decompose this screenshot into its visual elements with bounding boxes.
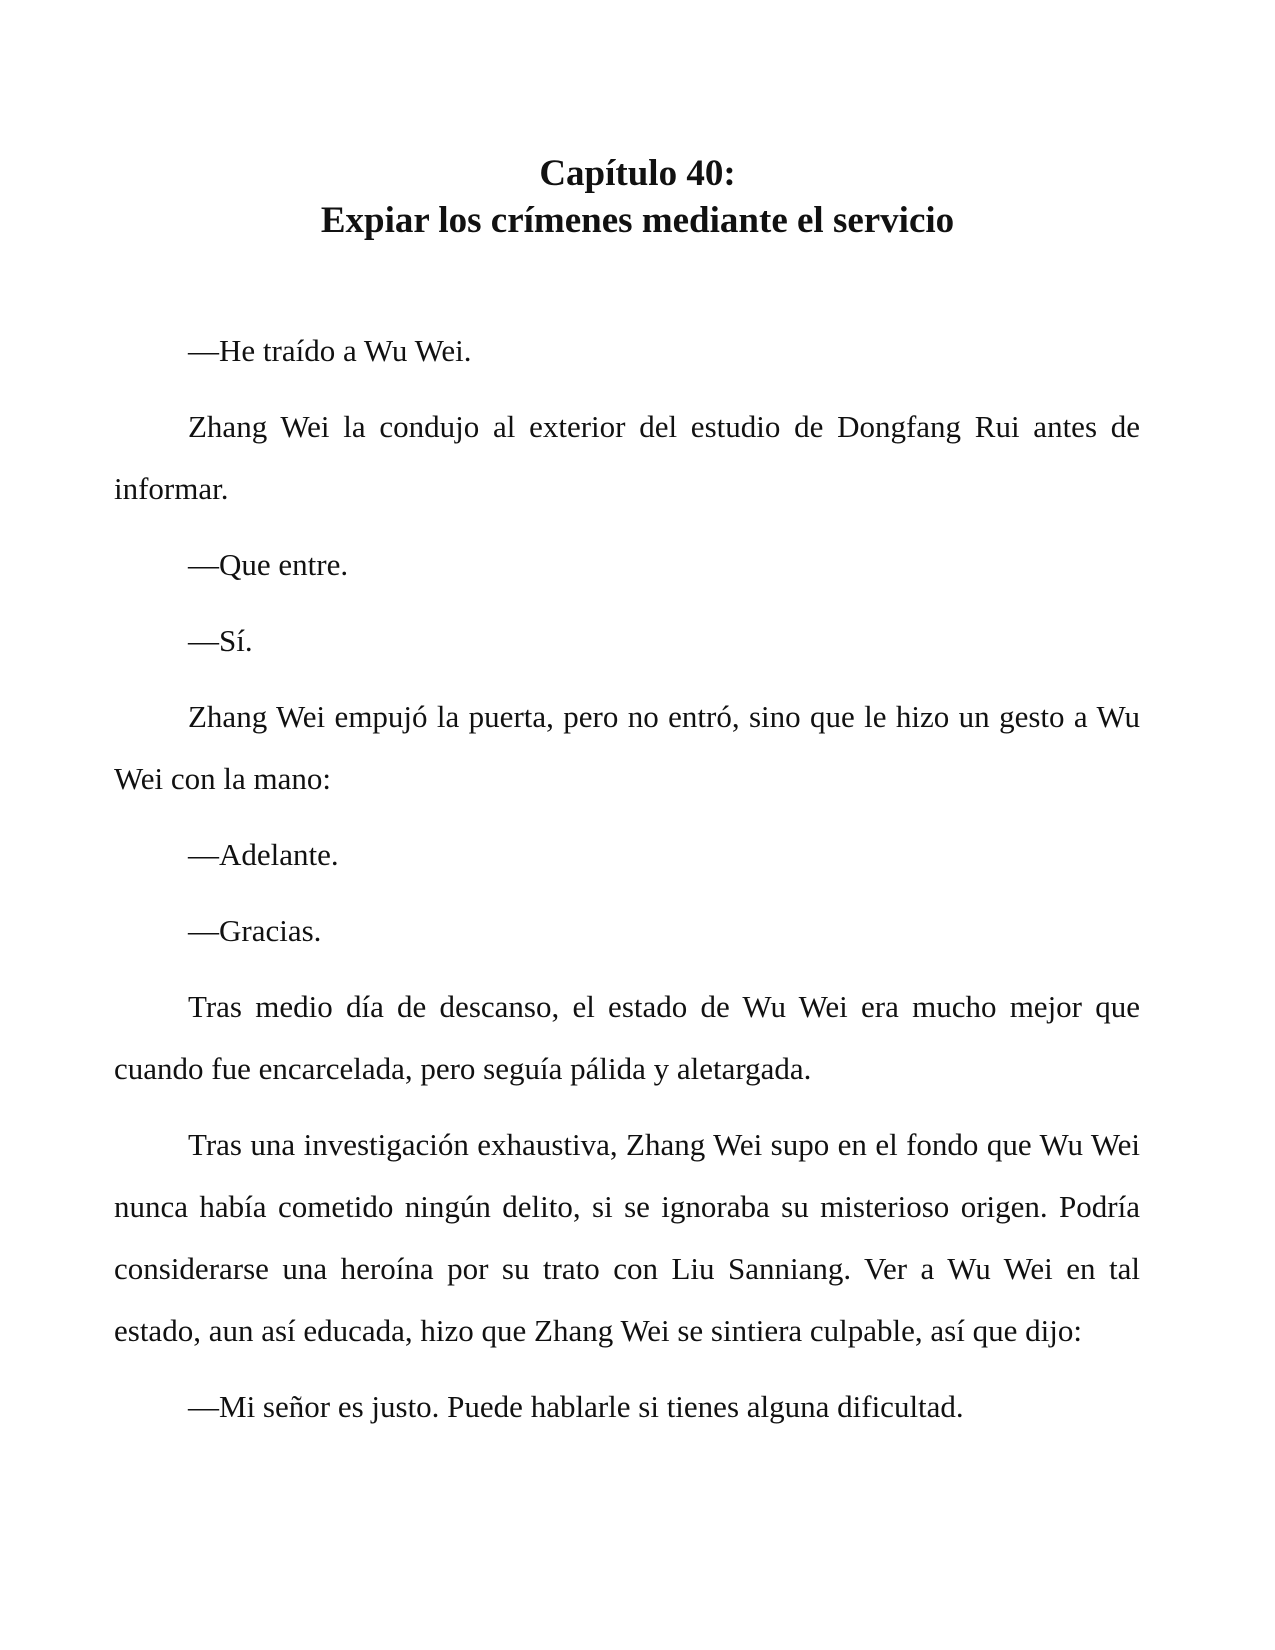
paragraph: Tras medio día de descanso, el estado de Wu Wei era mucho mejor que cuando fue encarcelada, pero seguía pálida y aletargada. [114,989,1140,1086]
paragraph: —Que entre. [188,547,349,582]
paragraph: —Mi señor es justo. Puede hablarle si tienes alguna dificultad. [188,1389,964,1424]
paragraph: —Adelante. [188,837,339,872]
paragraph: —Sí. [188,623,253,658]
chapter-body [114,320,1140,1452]
paragraph: —Gracias. [188,913,322,948]
paragraph: —He traído a Wu Wei. [188,333,472,368]
paragraph: Zhang Wei empujó la puerta, pero no entró, sino que le hizo un gesto a Wu Wei con la mano: [114,699,1140,796]
chapter-number: Capítulo 40: [539,153,736,194]
chapter-title: Expiar los crímenes mediante el servicio [320,200,955,241]
paragraph: Zhang Wei la condujo al exterior del estudio de Dongfang Rui antes de informar. [114,409,1140,506]
chapter-heading [0,150,1275,244]
paragraph: Tras una investigación exhaustiva, Zhang Wei supo en el fondo que Wu Wei nunca había cometido ningún delito, si se ignoraba su misterioso origen. Podría considerarse una heroína por su trato con Liu Sanniang. Ver a Wu Wei en tal estado, aun así educada, hizo que Zhang Wei se sintiera culpable, así que dijo: [114,1127,1140,1348]
